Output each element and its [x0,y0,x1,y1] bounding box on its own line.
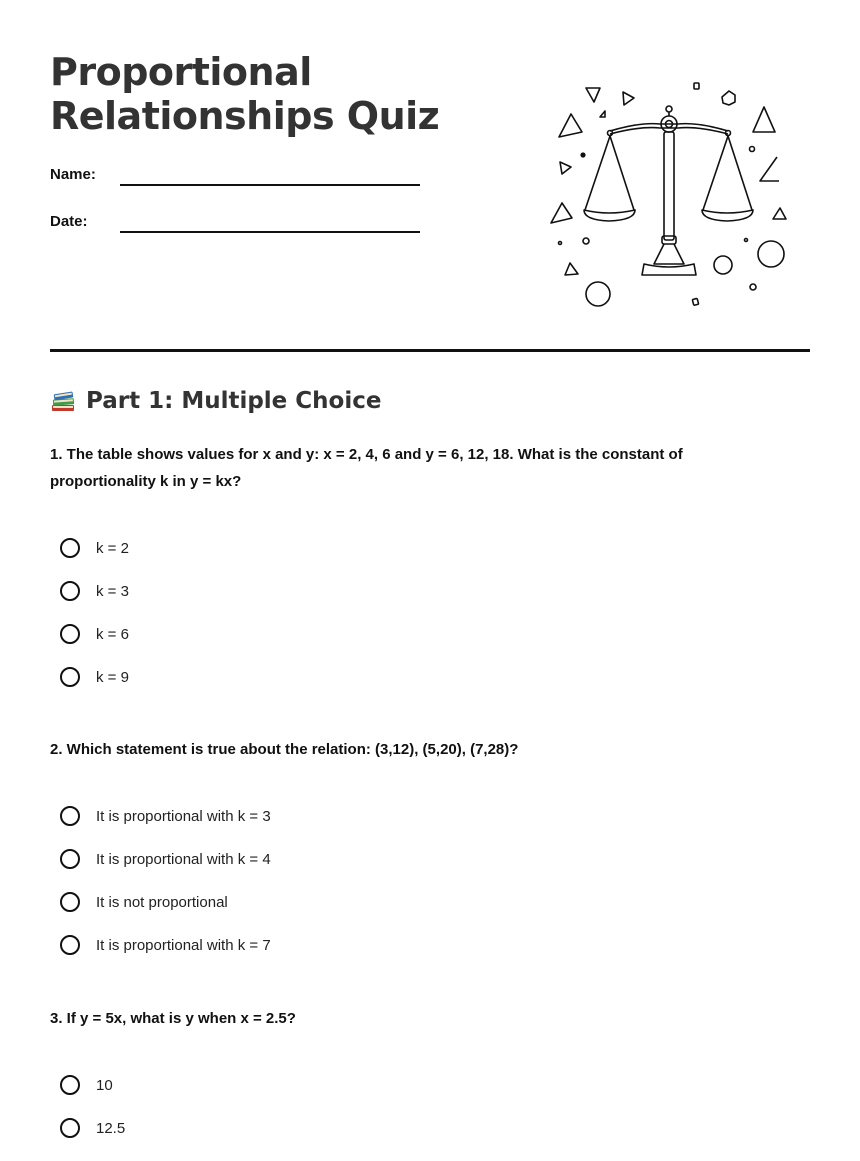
radio-button[interactable] [60,624,80,644]
small-square-shape [694,83,699,89]
radio-button[interactable] [60,849,80,869]
radio-button[interactable] [60,1075,80,1095]
option-label: k = 2 [96,539,129,557]
option-label: It is proportional with k = 4 [96,850,271,868]
triangle-shape [565,263,578,275]
option-label: k = 3 [96,582,129,600]
q2-option-a[interactable] [60,803,271,829]
option-label: 10 [96,1076,113,1094]
option-label: It is proportional with k = 3 [96,807,271,825]
q2-option-d[interactable] [60,932,271,958]
part1-heading [50,388,381,414]
name-label: Name: [50,166,96,183]
radio-button[interactable] [60,892,80,912]
small-square-shape [692,298,698,305]
angle-shape [760,157,779,181]
option-label: It is not proportional [96,893,228,911]
balance-scale-icon [540,70,800,320]
triangle-shape [560,162,571,174]
radio-button[interactable] [60,1118,80,1138]
date-label: Date: [50,213,88,230]
q3-option-b[interactable] [60,1115,125,1141]
option-label: k = 9 [96,668,129,686]
books-icon [50,388,76,414]
circle-shape [586,282,610,306]
circle-shape [750,284,756,290]
quiz-title: Proportional Relationships Quiz [50,50,440,138]
circle-shape [750,147,755,152]
q1-option-a[interactable] [60,535,129,561]
triangle-shape [600,111,605,117]
scale-drawing [584,106,753,275]
option-label: 12.5 [96,1119,126,1137]
part1-title: Part 1: Multiple Choice [86,388,382,414]
question-3: 3. If y = 5x, what is y when x = 2.5? [50,1010,296,1027]
radio-button[interactable] [60,667,80,687]
radio-button[interactable] [60,538,80,558]
circle-shape [583,238,589,244]
name-input-line[interactable] [120,184,420,186]
q2-option-c[interactable] [60,889,228,915]
question-2: 2. Which statement is true about the relation: (3,12), (5,20), (7,28)? [50,741,519,758]
triangle-shape [586,88,600,102]
triangle-shape [753,107,775,132]
radio-button[interactable] [60,935,80,955]
radio-button[interactable] [60,581,80,601]
q2-option-b[interactable] [60,846,271,872]
radio-button[interactable] [60,806,80,826]
circle-shape [745,239,748,242]
question-1: 1. The table shows values for x and y: x = 2, 4, 6 and y = 6, 12, 18. What is the constant of proportionality k in y = kx? [50,446,683,490]
circle-shape [758,241,784,267]
q1-option-c[interactable] [60,621,129,647]
circle-shape [559,242,562,245]
triangle-shape [773,208,786,219]
option-label: k = 6 [96,625,129,643]
dot-shape [581,153,585,157]
date-input-line[interactable] [120,231,420,233]
q1-option-b[interactable] [60,578,129,604]
section-divider [50,349,810,352]
triangle-shape [559,114,582,137]
q1-option-d[interactable] [60,664,129,690]
circle-shape [714,256,732,274]
triangle-shape [551,203,572,223]
triangle-shape [623,92,634,105]
option-label: It is proportional with k = 7 [96,936,271,954]
hexagon-shape [722,91,735,105]
q3-option-a[interactable] [60,1072,113,1098]
